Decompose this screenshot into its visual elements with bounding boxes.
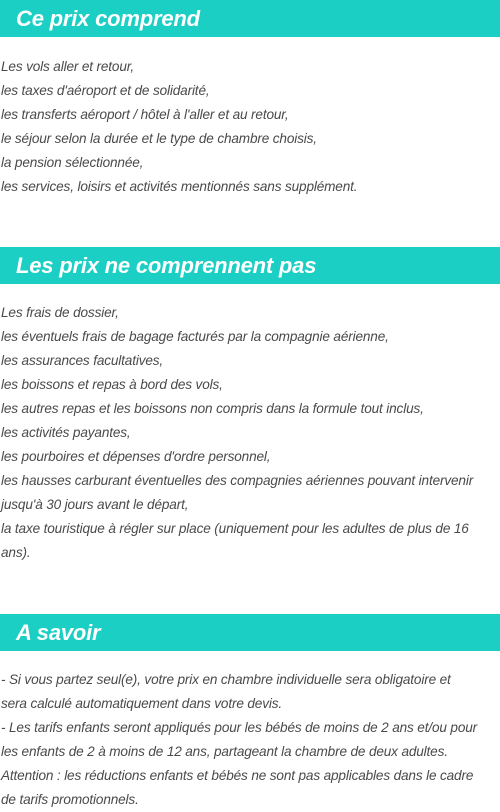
section-header: [0, 247, 500, 284]
section-title: A savoir: [16, 619, 101, 645]
list-item: les taxes d'aéroport et de solidarité,: [1, 83, 210, 98]
list-item: - Si vous partez seul(e), votre prix en chambre individuelle sera obligatoire et: [1, 672, 451, 687]
list-item: - Les tarifs enfants seront appliqués pour les bébés de moins de 2 ans et/ou pour: [1, 720, 478, 735]
section-title: Les prix ne comprennent pas: [16, 252, 317, 278]
list-item: ans).: [1, 545, 31, 560]
section-body: [0, 301, 500, 565]
section-title: Ce prix comprend: [16, 5, 200, 31]
list-item: Les frais de dossier,: [1, 305, 119, 320]
list-item: de tarifs promotionnels.: [1, 792, 139, 807]
list-item: les enfants de 2 à moins de 12 ans, partageant la chambre de deux adultes.: [1, 744, 448, 759]
list-item: la taxe touristique à régler sur place (uniquement pour les adultes de plus de 16: [1, 521, 469, 536]
list-item: Les vols aller et retour,: [1, 59, 135, 74]
list-item: les assurances facultatives,: [1, 353, 164, 368]
section-price-excludes: [0, 247, 500, 565]
list-item: les activités payantes,: [1, 425, 131, 440]
section-header: [0, 0, 500, 37]
list-item: les pourboires et dépenses d'ordre personnel,: [1, 449, 271, 464]
section-good-to-know: [0, 614, 500, 812]
list-item: Attention : les réductions enfants et bébés ne sont pas applicables dans le cadre: [1, 768, 474, 783]
list-item: les éventuels frais de bagage facturés par la compagnie aérienne,: [1, 329, 389, 344]
section-price-includes: [0, 0, 500, 199]
section-body: [0, 55, 500, 199]
list-item: le séjour selon la durée et le type de chambre choisis,: [1, 131, 317, 146]
list-item: les transferts aéroport / hôtel à l'aller et au retour,: [1, 107, 289, 122]
list-item: sera calculé automatiquement dans votre devis.: [1, 696, 282, 711]
section-body: [0, 668, 500, 812]
list-item: les boissons et repas à bord des vols,: [1, 377, 223, 392]
list-item: les hausses carburant éventuelles des compagnies aériennes pouvant intervenir: [1, 473, 474, 488]
section-header: [0, 614, 500, 651]
list-item: jusqu'à 30 jours avant le départ,: [1, 497, 189, 512]
list-item: les services, loisirs et activités mentionnés sans supplément.: [1, 179, 358, 194]
list-item: la pension sélectionnée,: [1, 155, 144, 170]
list-item: les autres repas et les boissons non compris dans la formule tout inclus,: [1, 401, 424, 416]
